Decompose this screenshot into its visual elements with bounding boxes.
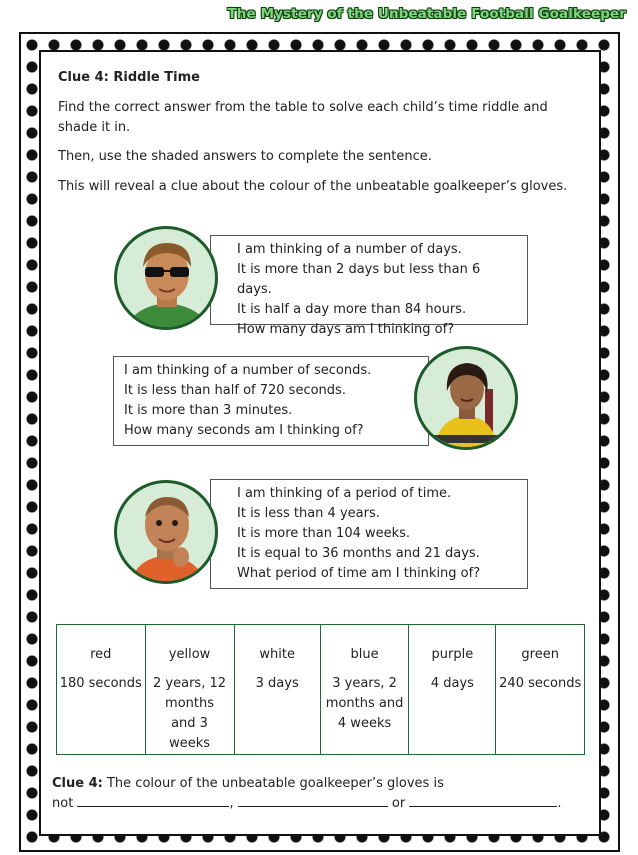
clue-answer-line bbox=[52, 794, 561, 814]
clue-sentence-label: Clue 4: bbox=[52, 776, 103, 791]
answer-colour: yellow bbox=[168, 647, 211, 662]
child-avatar-girl-wheelchair bbox=[414, 346, 518, 450]
riddle-bubble-1 bbox=[210, 235, 528, 337]
comma: , bbox=[229, 796, 234, 811]
riddle-bubble-3 bbox=[210, 479, 528, 589]
answer-colour: green bbox=[521, 647, 559, 662]
not-word: not bbox=[52, 796, 74, 811]
boy-thinking-icon bbox=[117, 483, 217, 583]
answer-value: 3 years, 2 months and 4 weeks bbox=[325, 676, 404, 731]
riddle-line: How many days am I thinking of? bbox=[237, 322, 455, 337]
answer-value: 240 seconds bbox=[499, 676, 582, 691]
answer-value: 4 days bbox=[430, 676, 474, 691]
riddle-line: It is half a day more than 84 hours. bbox=[237, 302, 467, 317]
answer-cell-purple[interactable] bbox=[409, 625, 496, 755]
answer-blank-3[interactable] bbox=[409, 794, 557, 807]
riddle-line: I am thinking of a period of time. bbox=[237, 486, 452, 501]
child-avatar-boy-thinking bbox=[114, 480, 218, 584]
answer-colour: purple bbox=[431, 647, 474, 662]
clue-sentence-text: The colour of the unbeatable goalkeeper’s gloves is bbox=[106, 776, 444, 791]
answer-cell-yellow[interactable] bbox=[145, 625, 234, 755]
answer-cell-blue[interactable] bbox=[320, 625, 409, 755]
riddle-line: It is equal to 36 months and 21 days. bbox=[237, 546, 480, 561]
answers-table bbox=[56, 624, 585, 755]
answer-cell-green[interactable] bbox=[496, 625, 585, 755]
riddle-line: I am thinking of a number of days. bbox=[237, 242, 462, 257]
answer-colour: white bbox=[259, 647, 295, 662]
answer-cell-red[interactable] bbox=[57, 625, 146, 755]
instruction-2: Then, use the shaded answers to complete the sentence. bbox=[58, 149, 432, 164]
instruction-3: This will reveal a clue about the colour of the unbeatable goalkeeper’s gloves. bbox=[58, 179, 568, 194]
answer-cell-white[interactable] bbox=[234, 625, 320, 755]
answer-blank-2[interactable] bbox=[238, 794, 388, 807]
answer-colour: red bbox=[90, 647, 112, 662]
boy-sunglasses-icon bbox=[117, 229, 217, 329]
instruction-1: Find the correct answer from the table to solve each child’s time riddle and shade it in. bbox=[58, 100, 548, 135]
girl-wheelchair-icon bbox=[417, 349, 517, 449]
riddle-line: It is more than 2 days but less than 6 days. bbox=[237, 262, 481, 297]
answer-colour: blue bbox=[350, 647, 379, 662]
clue-sentence bbox=[52, 774, 444, 794]
riddle-line: It is less than half of 720 seconds. bbox=[124, 383, 346, 398]
riddle-bubble-2 bbox=[113, 356, 429, 446]
riddle-line: I am thinking of a number of seconds. bbox=[124, 363, 372, 378]
page-header-title: The Mystery of the Unbeatable Football Goalkeeper bbox=[227, 6, 626, 22]
full-stop: . bbox=[557, 796, 562, 811]
answer-value: 3 days bbox=[255, 676, 299, 691]
clue-title: Clue 4: Riddle Time bbox=[58, 70, 200, 85]
answer-blank-1[interactable] bbox=[77, 794, 229, 807]
riddle-line: It is less than 4 years. bbox=[237, 506, 380, 521]
or-word: or bbox=[391, 796, 406, 811]
child-avatar-boy-sunglasses bbox=[114, 226, 218, 330]
riddle-line: How many seconds am I thinking of? bbox=[124, 423, 364, 438]
riddle-line: What period of time am I thinking of? bbox=[237, 566, 481, 581]
riddle-line: It is more than 104 weeks. bbox=[237, 526, 411, 541]
answer-value: 180 seconds bbox=[59, 676, 142, 691]
riddle-line: It is more than 3 minutes. bbox=[124, 403, 293, 418]
answer-value: 2 years, 12 months and 3 weeks bbox=[153, 676, 227, 751]
